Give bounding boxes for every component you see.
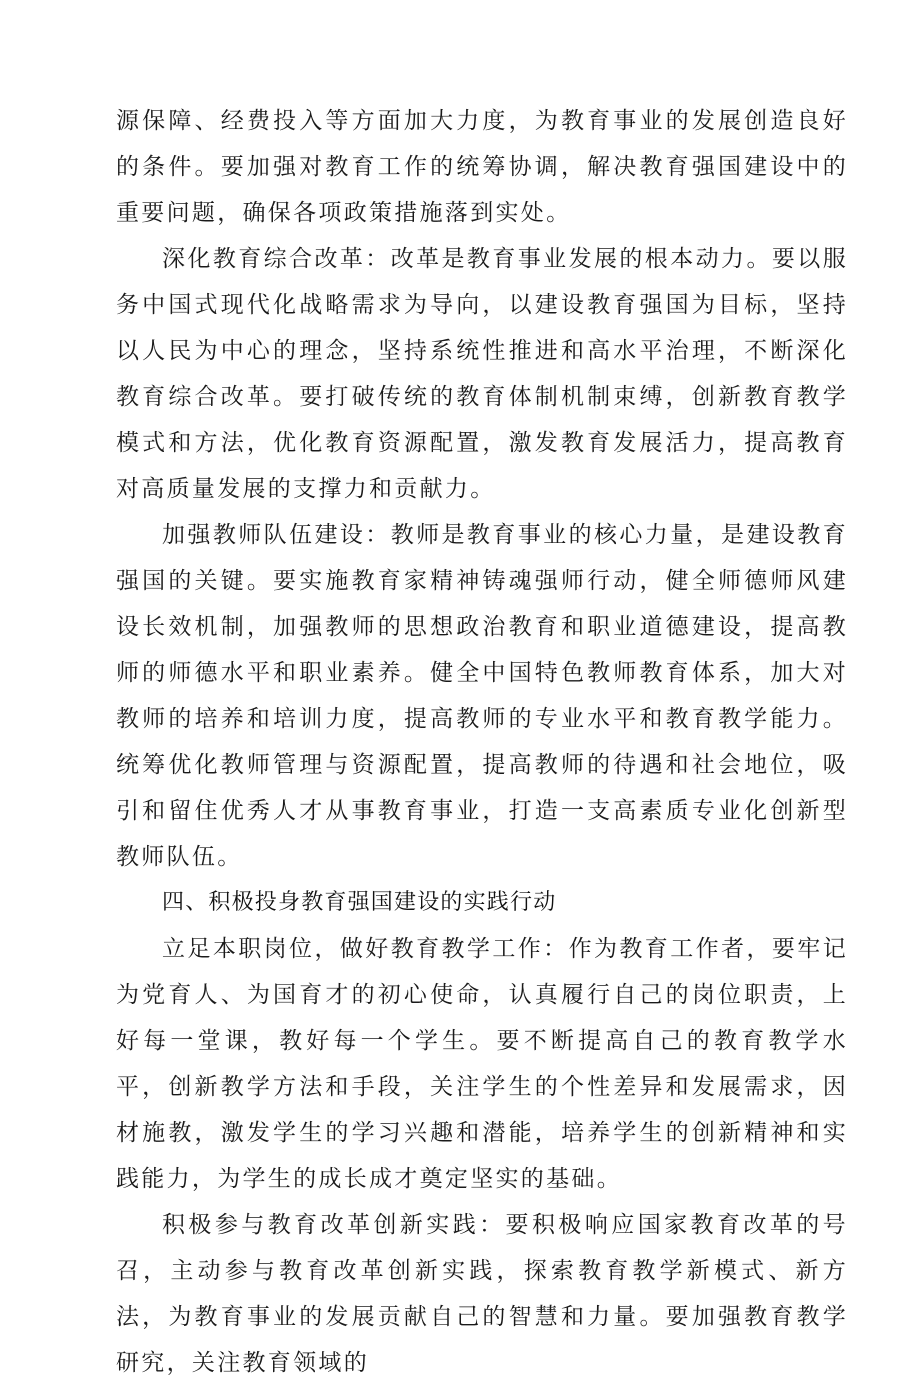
paragraph-teacher-team: 加强教师队伍建设：教师是教育事业的核心力量，是建设教育强国的关键。要实施教育家精神铸魂强师行动，健全师德师风建设长效机制，加强教师的思想政治教育和职业道德建设，提高教师的师德水平和职业素养。健全中国特色教师教育体系，加大对教师的培养和培训力度，提高教师的专业水平和教育教学能力。统筹优化教师管理与资源配置，提高教师的待遇和社会地位，吸引和留住优秀人才从事教育事业，打造一支高素质专业化创新型教师队伍。: [116, 522, 848, 870]
document-body: [116, 98, 848, 1386]
paragraph-reform-practice: 积极参与教育改革创新实践：要积极响应国家教育改革的号召，主动参与教育改革创新实践，探索教育教学新模式、新方法，为教育事业的发展贡献自己的智慧和力量。要加强教育教学研究，关注教育领域的: [116, 1212, 848, 1376]
paragraph-education-reform: 深化教育综合改革：改革是教育事业发展的根本动力。要以服务中国式现代化战略需求为导向，以建设教育强国为目标，坚持以人民为中心的理念，坚持系统性推进和高水平治理，不断深化教育综合改革。要打破传统的教育体制机制束缚，创新教育教学模式和方法，优化教育资源配置，激发教育发展活力，提高教育对高质量发展的支撑力和贡献力。: [116, 246, 848, 502]
section-heading: 四、积极投身教育强国建设的实践行动: [162, 890, 557, 915]
paragraph-teaching-work: 立足本职岗位，做好教育教学工作：作为教育工作者，要牢记为党育人、为国育才的初心使命，认真履行自己的岗位职责，上好每一堂课，教好每一个学生。要不断提高自己的教育教学水平，创新教学方法和手段，关注学生的个性差异和发展需求，因材施教，激发学生的学习兴趣和潜能，培养学生的创新精神和实践能力，为学生的成长成才奠定坚实的基础。: [116, 936, 848, 1192]
paragraph-continuation: 源保障、经费投入等方面加大力度，为教育事业的发展创造良好的条件。要加强对教育工作的统筹协调，解决教育强国建设中的重要问题，确保各项政策措施落到实处。: [116, 108, 848, 226]
